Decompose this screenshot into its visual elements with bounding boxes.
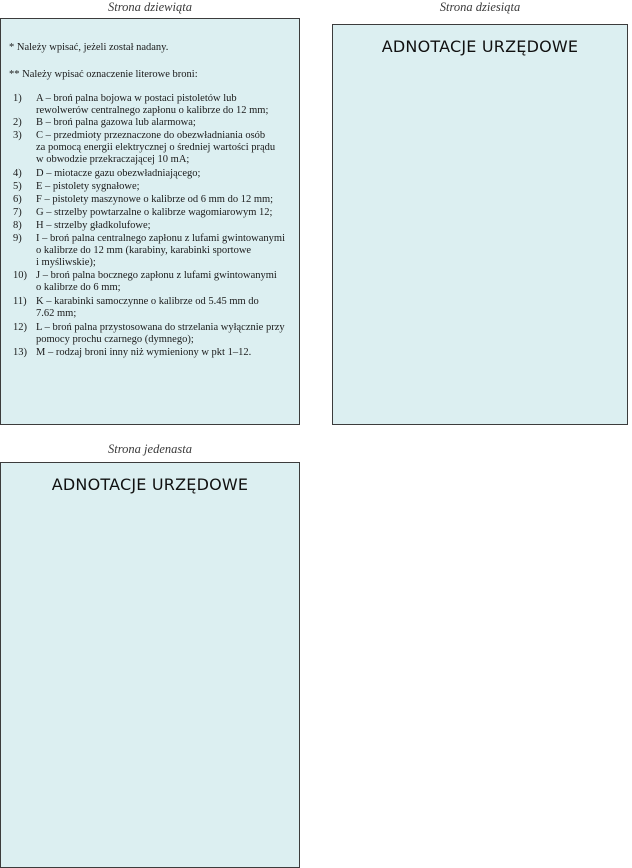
page-11-panel (0, 462, 300, 868)
official-annotations-title: ADNOTACJE URZĘDOWE (51, 475, 249, 494)
page-10-panel (332, 24, 628, 425)
official-annotations-title: ADNOTACJE URZĘDOWE (381, 37, 579, 56)
page-11-caption: Strona jedenasta (108, 442, 192, 456)
footnote-double-asterisk: ** Należy wpisać oznaczenie literowe broni: (9, 69, 198, 80)
page-9-caption: Strona dziewiąta (108, 0, 192, 14)
page-10-caption: Strona dziesiąta (439, 0, 521, 14)
page-9-panel: * Należy wpisać, jeżeli został nadany. ** Należy wpisać oznaczenie literowe broni: 1) A – broń palna bojowa w postaci pistoletów lub rewolwerów centralnego zapłonu o kalibrze do 12 mm; 2) B – broń palna gazowa lub alarmowa; 3) C – przedmioty przeznaczone do obezwładniania osób za pomocą energii elektrycznej o średniej wartości prądu w obwodzie przekraczającej 10 mA; 4) D – miotacze gazu obezwładniającego; 5) E – pistolety sygnałowe; 6) F – pistolety maszynowe o kalibrze od 6 mm do 12 mm; 7) G – strzelby powtarzalne o kalibrze wagomiarowym 12; 8) H – strzelby gładkolufowe; 9) I – broń palna centralnego zapłonu z lufami gwintowanymi o kalibrze do 12 mm (karabiny, karabinki sportowe i myśliwskie); 10) J – broń palna bocznego zapłonu z lufami gwintowanymi o kalibrze do 6 mm; 11) K – karabinki samoczynne o kalibrze od 5.45 mm do 7.62 mm; 12) L – broń palna przystosowana do strzelania wyłącznie przy pomocy prochu czarnego (dymnego); 13) M – rodzaj broni inny niż wymieniony w pkt 1–12. (0, 18, 300, 425)
footnote-asterisk: * Należy wpisać, jeżeli został nadany. (9, 42, 169, 53)
